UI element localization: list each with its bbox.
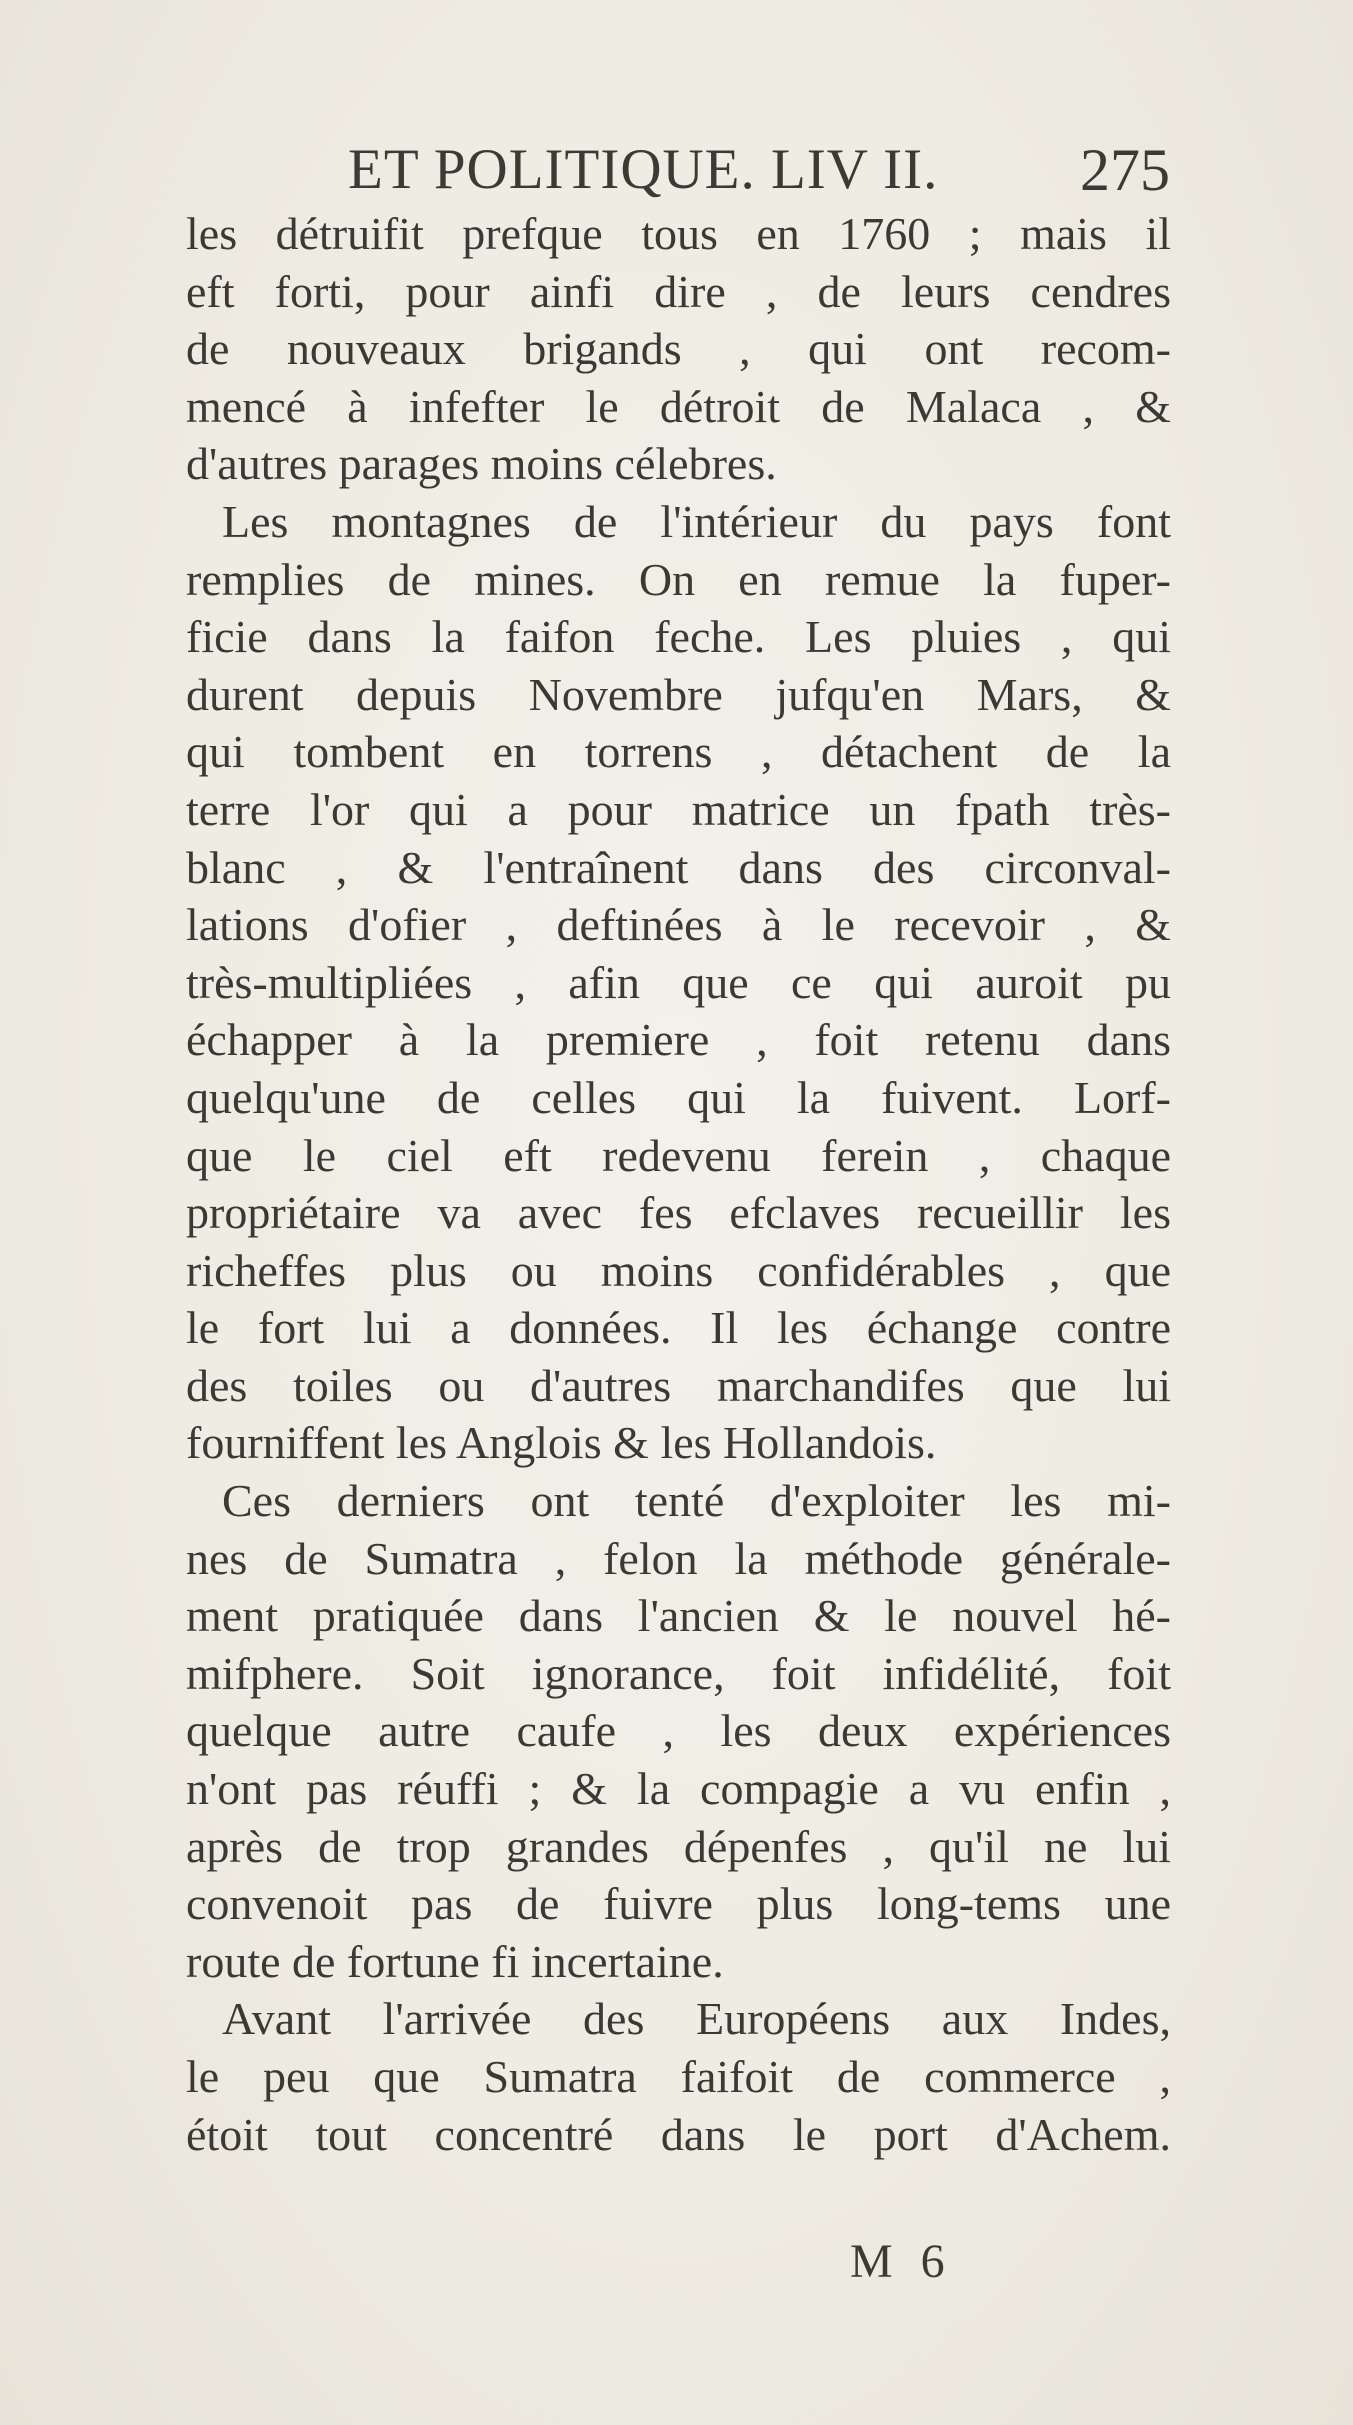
text-line: échapper à la premiere , foit retenu dans (186, 1014, 1171, 1066)
text-line: fourniffent les Anglois & les Hollandois. (186, 1417, 937, 1469)
text-line: eft forti, pour ainfi dire , de leurs cendres (186, 265, 1171, 317)
signature-mark: M 6 (850, 2235, 953, 2288)
text-line: n'ont pas réuffi ; & la compagie a vu enfin , (186, 1763, 1171, 1815)
text-line: quelqu'une de celles qui la fuivent. Lorf- (186, 1071, 1171, 1123)
text-line: le peu que Sumatra faifoit de commerce , (186, 2051, 1171, 2102)
text-line: propriétaire va avec fes efclaves recueillir les (186, 1187, 1171, 1239)
text-line: après de trop grandes dépenfes , qu'il ne lui (186, 1820, 1171, 1872)
running-title: ET POLITIQUE. LIV II. (348, 138, 939, 201)
text-line: de nouveaux brigands , qui ont recom- (186, 323, 1171, 375)
text-line: ficie dans la faifon feche. Les pluies , qui (186, 611, 1171, 663)
text-line: convenoit pas de fuivre plus long-tems une (186, 1878, 1171, 1930)
text-line: terre l'or qui a pour matrice un fpath très- (186, 783, 1171, 835)
text-line: le fort lui a données. Il les échange contre (186, 1302, 1171, 1354)
text-line: qui tombent en torrens , détachent de la (186, 726, 1171, 778)
page-header (0, 130, 1353, 210)
paragraph-start-line: Avant l'arrivée des Européens aux Indes, (222, 1993, 1171, 2045)
text-line: des toiles ou d'autres marchandifes que lui (186, 1359, 1171, 1411)
text-line: quelque autre caufe , les deux expériences (186, 1705, 1171, 1757)
text-line: richeffes plus ou moins confidérables , que (186, 1244, 1171, 1296)
text-line: blanc , & l'entraînent dans des circonval- (186, 841, 1171, 893)
body-text (186, 205, 1171, 2163)
text-line: ment pratiquée dans l'ancien & le nouvel hé- (186, 1590, 1171, 1642)
text-line: très-multipliées , afin que ce qui auroit pu (186, 956, 1171, 1008)
text-line: nes de Sumatra , felon la méthode générale- (186, 1532, 1171, 1584)
paragraph-start-line: Ces derniers ont tenté d'exploiter les mi- (222, 1475, 1171, 1527)
page-number: 275 (1080, 137, 1170, 203)
text-line: étoit tout concentré dans le port d'Achem. (186, 2108, 1171, 2160)
text-line: mifphere. Soit ignorance, foit infidélité, foit (186, 1647, 1171, 1699)
text-line: que le ciel eft redevenu ferein , chaque (186, 1129, 1171, 1181)
text-line: d'autres parages moins célebres. (186, 438, 777, 490)
text-line: mencé à infefter le détroit de Malaca , & (186, 380, 1171, 432)
text-line: remplies de mines. On en remue la fuper- (186, 553, 1171, 605)
text-line: les détruifit prefque tous en 1760 ; mais il (186, 208, 1171, 259)
paragraph-start-line: Les montagnes de l'intérieur du pays font (222, 495, 1171, 547)
text-line: lations d'ofier , deftinées à le recevoir , & (186, 899, 1171, 951)
text-line: durent depuis Novembre jufqu'en Mars, & (186, 668, 1171, 720)
text-line: route de fortune fi incertaine. (186, 1935, 724, 1987)
